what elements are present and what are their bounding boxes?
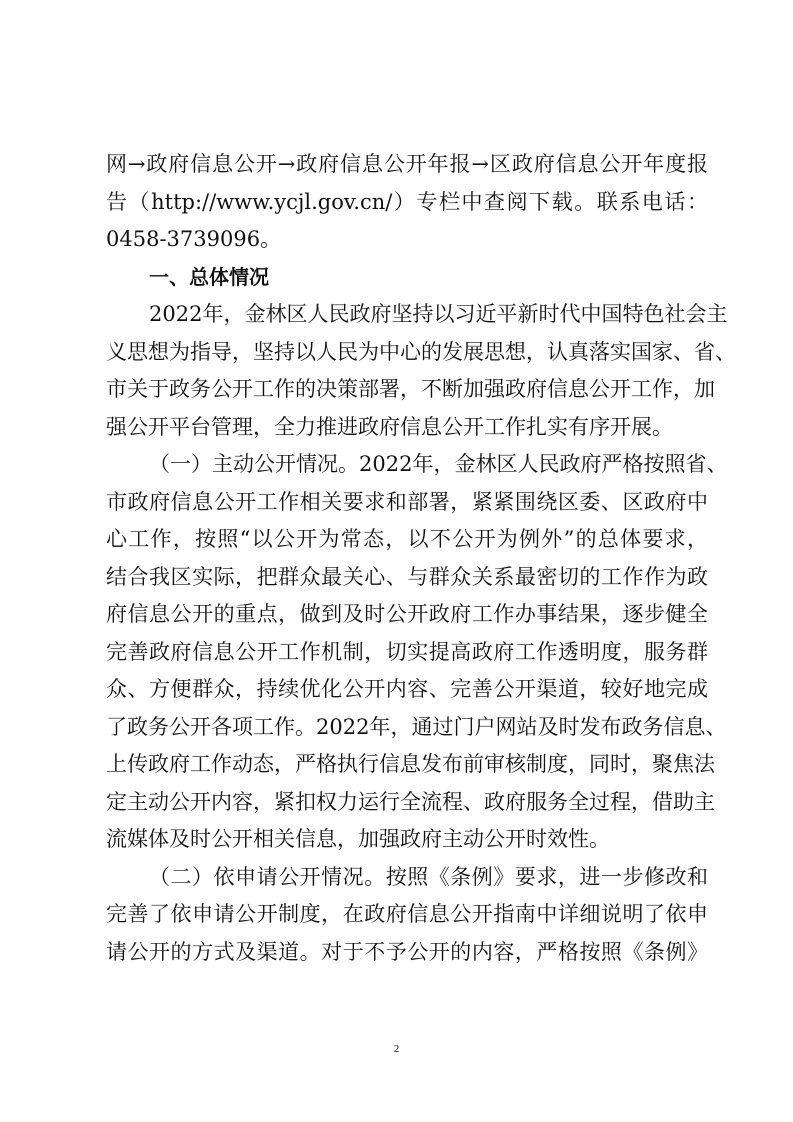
text-line: 完善了依申请公开制度，在政府信息公开指南中详细说明了依申 <box>106 902 708 926</box>
body-text <box>106 146 736 971</box>
page-number: 2 <box>393 1043 400 1055</box>
text-line: 网→政府信息公开→政府信息公开年报→区政府信息公开年度报 <box>106 152 708 176</box>
text-line: 完善政府信息公开工作机制，切实提高政府工作透明度，服务群 <box>106 639 708 664</box>
text-line: 了政务公开各项工作。2022年，通过门户网站及时发布政务信息、 <box>106 714 727 739</box>
text-line: 众、方便群众，持续优化公开内容、完善公开渠道，较好地完成 <box>106 677 708 701</box>
text-line: 流媒体及时公开相关信息，加强政府主动公开时效性。 <box>106 827 610 851</box>
text-line: （一）主动公开情况。2022年，金林区人民政府严格按照省、 <box>149 452 728 476</box>
text-line: 0458-3739096。 <box>106 227 282 251</box>
text-line: 市政府信息公开工作相关要求和部署，紧紧围绕区委、区政府中 <box>106 489 708 514</box>
text-line: 上传政府工作动态，严格执行信息发布前审核制度，同时，聚焦法 <box>106 752 715 776</box>
text-line: 请公开的方式及渠道。对于不予公开的内容，严格按照《条例》 <box>106 939 708 964</box>
text-line: （二）依申请公开情况。按照《条例》要求，进一步修改和 <box>149 864 708 889</box>
text-line: 府信息公开的重点，做到及时公开政府工作办事结果，逐步健全 <box>106 602 708 626</box>
text-line: 市关于政务公开工作的决策部署，不断加强政府信息公开工作，加 <box>106 377 715 401</box>
text-line: 强公开平台管理，全力推进政府信息公开工作扎实有序开展。 <box>106 414 673 439</box>
text-line: 2022年，金林区人民政府坚持以习近平新时代中国特色社会主 <box>149 302 728 326</box>
text-line: 定主动公开内容，紧扣权力运行全流程、政府服务全过程，借助主 <box>106 789 715 814</box>
text-line: 结合我区实际，把群众最关心、与群众关系最密切的工作作为政 <box>106 564 708 589</box>
text-line: 义思想为指导，坚持以人民为中心的发展思想，认真落实国家、省、 <box>106 339 736 364</box>
text-line: 告（http://www.ycjl.gov.cn/）专栏中查阅下载。联系电话： <box>106 189 708 214</box>
text-line: 心工作，按照“以公开为常态，以不公开为例外”的总体要求， <box>106 527 708 551</box>
section-heading: 一、总体情况 <box>149 264 269 289</box>
